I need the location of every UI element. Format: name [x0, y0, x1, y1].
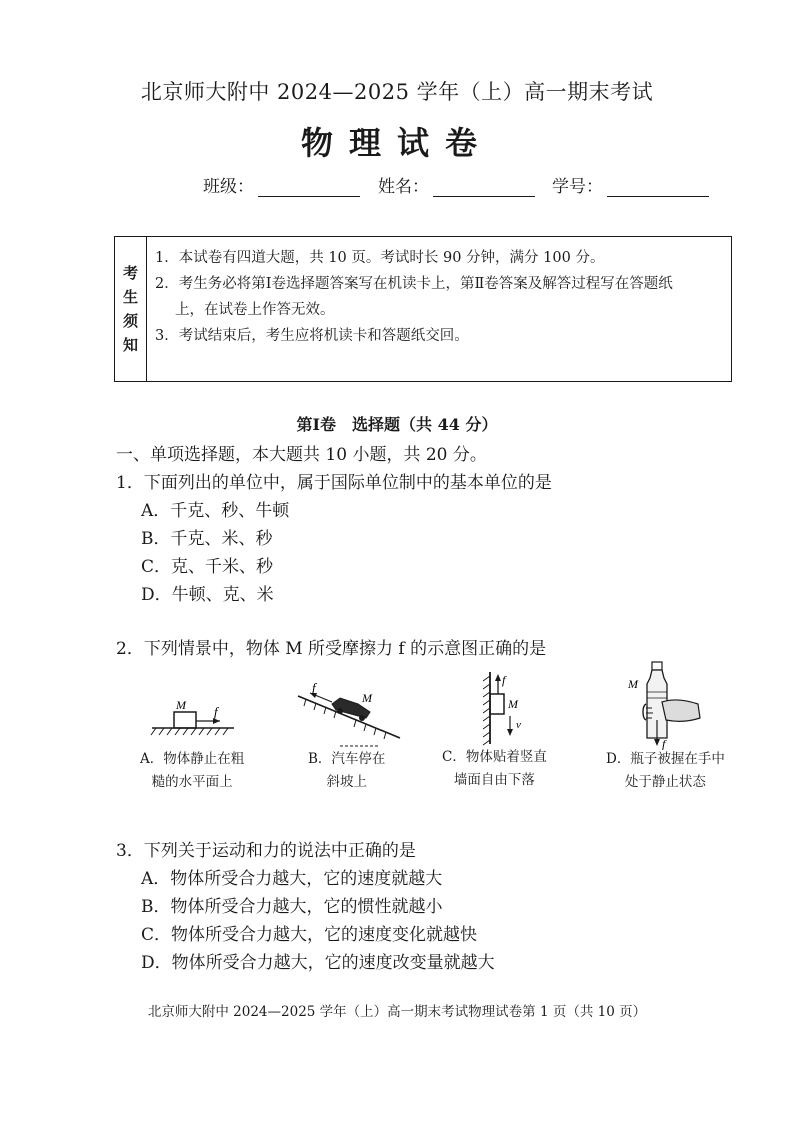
- figure-b-label-f: f: [312, 680, 316, 695]
- student-id-field[interactable]: [552, 172, 709, 197]
- section-title: 第Ⅰ卷 选择题（共 44 分）: [296, 415, 498, 434]
- figure-c-block-on-wall: [478, 668, 538, 748]
- question-1-option-a[interactable]: A．千克、秒、牛顿: [141, 501, 290, 521]
- notice-item: 2．考生务必将第Ⅰ卷选择题答案写在机读卡上，第Ⅱ卷答案及解答过程写在答题纸: [155, 276, 673, 292]
- notice-label-char: 考: [122, 264, 138, 282]
- notice-label: [115, 237, 147, 381]
- figure-b-label-m: M: [362, 691, 372, 705]
- figure-d-label-m: M: [628, 677, 638, 691]
- question-3-option-a[interactable]: A．物体所受合力越大，它的速度就越大: [141, 869, 443, 889]
- exam-notice-box: [114, 236, 732, 382]
- question-3-option-c[interactable]: C．物体所受合力越大，它的速度变化就越快: [141, 925, 478, 945]
- figure-a-label-f: f: [214, 704, 218, 719]
- part-heading: 一、单项选择题，本大题共 10 小题，共 20 分。: [116, 445, 487, 465]
- figure-c-label-m: M: [508, 697, 518, 711]
- exam-title: 北京师大附中 2024—2025 学年（上）高一期末考试: [140, 80, 654, 104]
- question-1-option-c[interactable]: C．克、千米、秒: [141, 557, 274, 577]
- figure-b-caption: [308, 748, 385, 794]
- question-1-option-b[interactable]: B．千克、米、秒: [141, 529, 273, 549]
- class-label: 班级：: [203, 177, 254, 197]
- notice-label-char: 知: [122, 336, 138, 354]
- figure-d-bottle-in-hand: [622, 658, 706, 750]
- figure-b-caption-line: 斜坡上: [326, 774, 367, 790]
- subject-title: 物理试卷: [300, 124, 493, 162]
- figure-a-caption-line: A．物体静止在粗: [140, 751, 245, 767]
- student-id-label: 学号：: [552, 177, 603, 197]
- figure-d-label-f: f: [662, 737, 666, 750]
- question-2-stem: 2．下列情景中，物体 M 所受摩擦力 f 的示意图正确的是: [116, 639, 547, 659]
- question-3-option-b[interactable]: B．物体所受合力越大，它的惯性就越小: [141, 897, 443, 917]
- name-label: 姓名：: [378, 177, 429, 197]
- figure-d-caption-line: D．瓶子被握在手中: [606, 751, 725, 767]
- class-field[interactable]: [203, 172, 360, 197]
- question-1-stem: 1．下面列出的单位中，属于国际单位制中的基本单位的是: [116, 473, 552, 493]
- figure-a-label-m: M: [176, 698, 186, 712]
- question-3-stem: 3．下列关于运动和力的说法中正确的是: [116, 841, 416, 861]
- figure-c-label-v: v: [516, 719, 521, 731]
- figure-b-car-on-slope: [296, 680, 408, 752]
- figure-c-caption-line: 墙面自由下落: [453, 772, 535, 788]
- figure-a-caption-line: 糙的水平面上: [151, 774, 233, 790]
- name-field[interactable]: [378, 172, 535, 197]
- notice-label-char: 须: [122, 312, 138, 330]
- figure-d-caption: [606, 748, 725, 794]
- figure-a-caption: [140, 748, 244, 794]
- question-1-option-d[interactable]: D．牛顿、克、米: [141, 585, 274, 605]
- notice-label-char: 生: [122, 288, 138, 306]
- name-blank[interactable]: [433, 178, 535, 197]
- notice-item: 1．本试卷有四道大题，共 10 页。考试时长 90 分钟，满分 100 分。: [155, 250, 605, 266]
- question-3-option-d[interactable]: D．物体所受合力越大，它的速度改变量就越大: [141, 953, 495, 973]
- figure-a-block-on-ground: [148, 694, 238, 740]
- figure-b-caption-line: B．汽车停在: [308, 751, 386, 767]
- figure-c-caption: [442, 746, 547, 792]
- figure-c-caption-line: C．物体贴着竖直: [442, 749, 547, 765]
- figure-c-label-f: f: [502, 673, 506, 687]
- student-id-blank[interactable]: [607, 178, 709, 197]
- figure-d-caption-line: 处于静止状态: [624, 774, 706, 790]
- notice-items: [155, 245, 725, 349]
- class-blank[interactable]: [258, 178, 360, 197]
- notice-item-continuation: 上，在试卷上作答无效。: [175, 302, 335, 318]
- notice-item: 3．考试结束后，考生应将机读卡和答题纸交回。: [155, 328, 469, 344]
- page-footer: 北京师大附中 2024—2025 学年（上）高一期末考试物理试卷第 1 页（共 10 页）: [147, 1004, 647, 1020]
